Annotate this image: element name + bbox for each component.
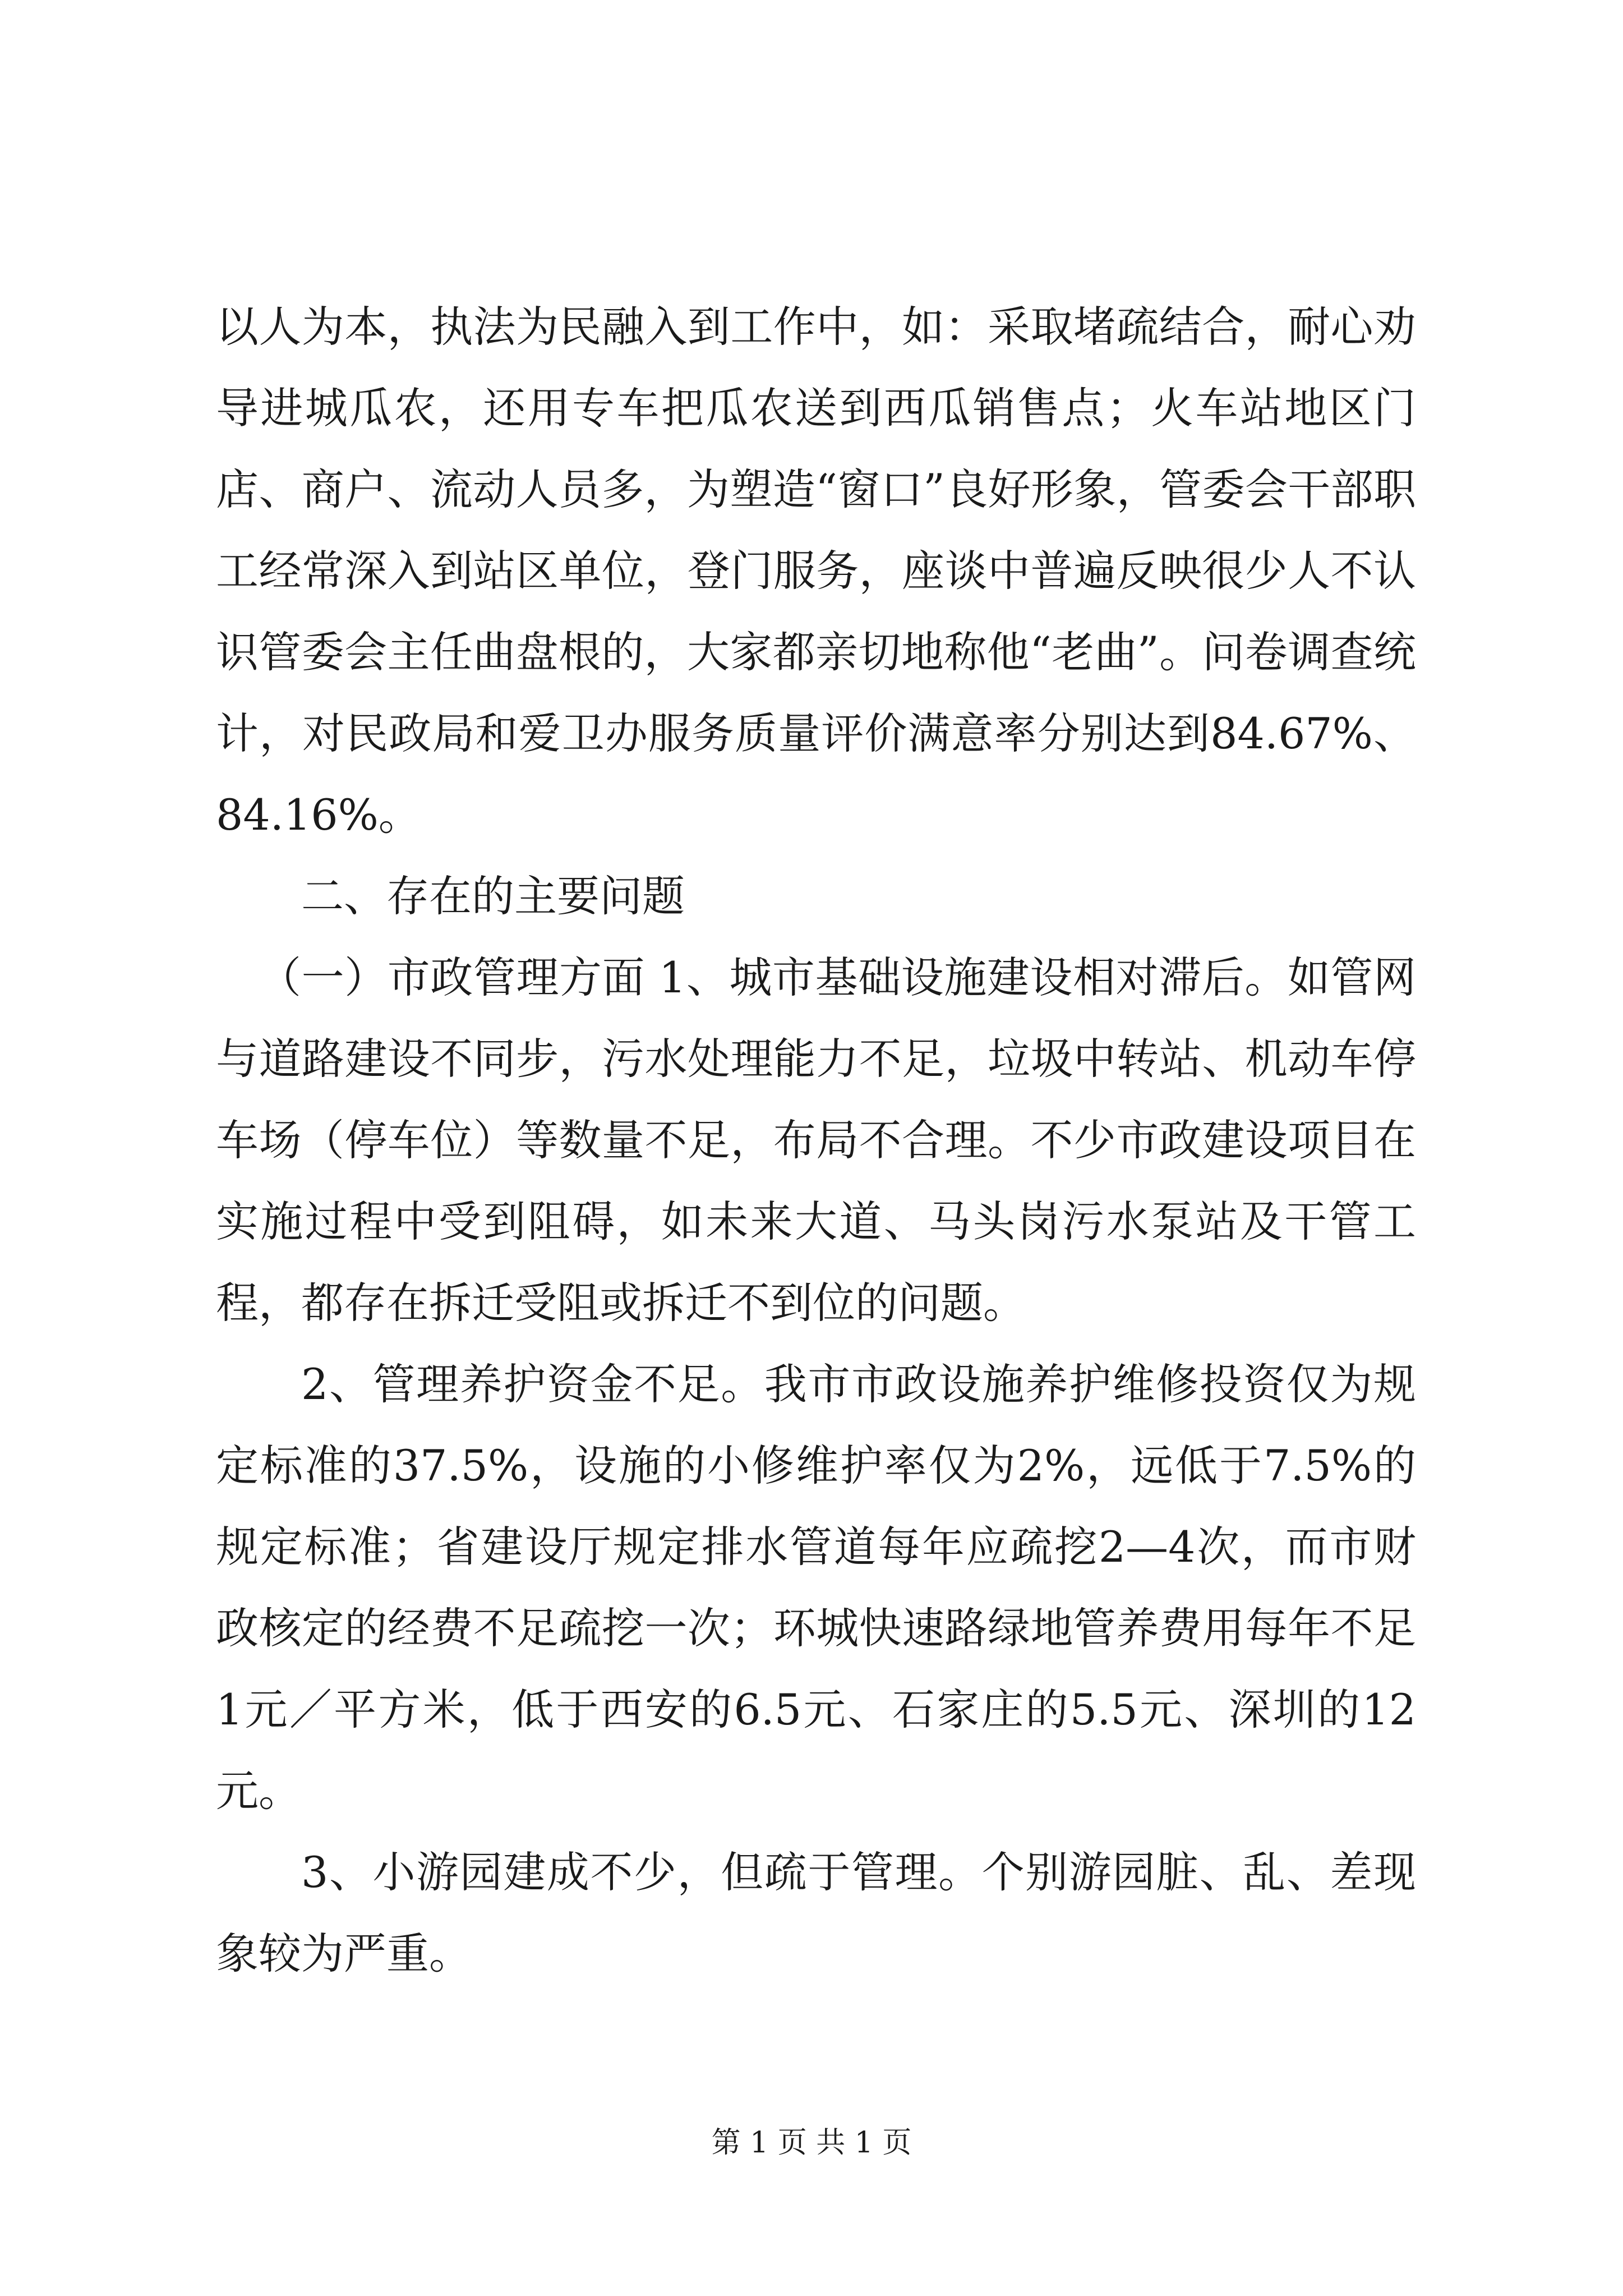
document-body (216, 286, 1416, 1994)
paragraph-municipal-management: （一）市政管理方面 1、城市基础设施建设相对滞后。如管网与道路建设不同步，污水处理能力不足，垃圾中转站、机动车停车场（停车位）等数量不足，布局不合理。不少市政建设项目在实施过程中受到阻碍，如未来大道、马头岗污水泵站及干管工程，都存在拆迁受阻或拆迁不到位的问题。 (216, 953, 1416, 1328)
section-heading: 二、存在的主要问题 (301, 871, 685, 921)
paragraph-intro: 以人为本，执法为民融入到工作中，如：采取堵疏结合，耐心劝导进城瓜农，还用专车把瓜农送到西瓜销售点；火车站地区门店、商户、流动人员多，为塑造“窗口”良好形象，管委会干部职工经常深入到站区单位，登门服务，座谈中普遍反映很少人不认识管委会主任曲盘根的，大家都亲切地称他“老曲”。问卷调查统计，对民政局和爱卫办服务质量评价满意率分别达到84.67%、84.16%。 (216, 302, 1416, 840)
paragraph-small-gardens: 3、小游园建成不少，但疏于管理。个别游园脏、乱、差现象较为严重。 (216, 1847, 1416, 1978)
page-footer: 第 1 页 共 1 页 (711, 2126, 912, 2160)
paragraph-maintenance-funds: 2、管理养护资金不足。我市市政设施养护维修投资仅为规定标准的37.5%，设施的小修维护率仅为2%，远低于7.5%的规定标准；省建设厅规定排水管道每年应疏挖2—4次，而市财政核定的经费不足疏挖一次；环城快速路绿地管养费用每年不足1元／平方米，低于西安的6.5元、石家庄的5.5元、深圳的12元。 (216, 1359, 1416, 1816)
